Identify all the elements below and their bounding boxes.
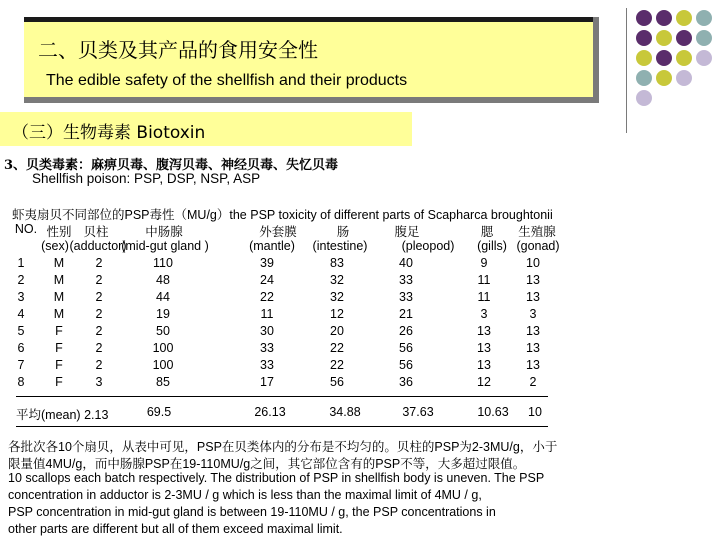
table-cell: 100	[152, 358, 174, 372]
table-cell: 56	[399, 358, 413, 372]
table-cell: 3	[480, 307, 488, 321]
table-cell: 2	[95, 341, 103, 355]
table-cell: 110	[153, 256, 173, 270]
slide-title-chinese: 二、贝类及其产品的食用安全性	[38, 38, 318, 62]
table-cell: 24	[260, 273, 274, 287]
table-cell: 11	[260, 307, 274, 321]
table-cell: F	[55, 358, 63, 372]
table-cell: 2	[529, 375, 537, 389]
description-line: PSP concentration in mid-gut gland is between 19-110MU / g, the PSP concentrations in	[8, 505, 496, 519]
decor-dot	[656, 70, 672, 86]
table-cell: 13	[526, 358, 540, 372]
table-cell: 3	[529, 307, 537, 321]
decor-dot	[676, 30, 692, 46]
table-cell: 13	[526, 341, 540, 355]
table-cell: F	[55, 341, 63, 355]
decor-dot	[696, 90, 712, 106]
table-cell: M	[53, 256, 65, 270]
header-zh-cell: NO.	[14, 222, 38, 236]
header-en-cell: (gonad)	[516, 239, 560, 253]
slide-title-english: The edible safety of the shellfish and their products	[46, 72, 408, 89]
table-cell: 13	[477, 324, 491, 338]
decor-dot	[656, 10, 672, 26]
decor-dot	[696, 10, 712, 26]
mean-label: 平均(mean) 2.13	[16, 408, 109, 422]
description-line: 限量值4MU/g，而中肠腺PSP在19-110MU/g之间，其它部位含有的PSP不等，大多超过限值。	[8, 457, 526, 471]
table-cell: 30	[260, 324, 274, 338]
table-cell: 22	[260, 290, 274, 304]
table-cell: 56	[399, 341, 413, 355]
table-cell: 11	[477, 273, 491, 287]
table-cell: 1	[17, 256, 25, 270]
decor-dot	[636, 70, 652, 86]
header-zh-cell: 生殖腺	[518, 225, 556, 239]
header-zh-cell: 外套膜	[259, 225, 297, 239]
table-cell: 48	[156, 273, 170, 287]
table-cell: 2	[95, 256, 103, 270]
table-cell: 33	[260, 341, 274, 355]
decor-dot	[656, 30, 672, 46]
decor-dot	[676, 10, 692, 26]
decor-dot	[636, 30, 652, 46]
header-en-cell: (adductor)	[69, 239, 127, 253]
header-en-cell: (intestine)	[312, 239, 368, 253]
table-cell: 13	[477, 358, 491, 372]
table-cell: 33	[260, 358, 274, 372]
table-cell: M	[53, 290, 65, 304]
decor-dot	[636, 10, 652, 26]
table-title: 虾夷扇贝不同部位的PSP毒性（MU/g）the PSP toxicity of different parts of Scapharca broughtonii	[12, 208, 553, 222]
table-cell: 50	[156, 324, 170, 338]
table-cell: 36	[399, 375, 413, 389]
table-cell: 33	[399, 290, 413, 304]
table-cell: 19	[156, 307, 170, 321]
description-line: 各批次各10个扇贝，从表中可见，PSP在贝类体内的分布是不均匀的。贝柱的PSP为2-3MU/g，小于	[8, 440, 558, 454]
table-cell: 13	[477, 341, 491, 355]
header-en-cell: (gills)	[477, 239, 507, 253]
mean-cell: 34.88	[329, 405, 361, 419]
decor-dot	[676, 50, 692, 66]
decor-dot	[696, 30, 712, 46]
table-cell: 17	[260, 375, 274, 389]
table-cell: 2	[95, 324, 103, 338]
table-cell: 9	[480, 256, 488, 270]
decor-dot	[696, 70, 712, 86]
table-cell: 2	[17, 273, 25, 287]
table-cell: 33	[399, 273, 413, 287]
table-cell: 3	[17, 290, 25, 304]
decor-dot	[676, 90, 692, 106]
table-cell: 13	[526, 273, 540, 287]
decor-dot	[656, 90, 672, 106]
section-title: （三）生物毒素 Biotoxin	[12, 123, 206, 143]
table-cell: 13	[526, 290, 540, 304]
table-cell: 21	[399, 307, 413, 321]
decor-dot	[656, 50, 672, 66]
header-zh-cell: 贝柱	[83, 225, 109, 239]
table-cell: 32	[330, 290, 344, 304]
header-zh-cell: 中肠腺	[145, 225, 183, 239]
table-cell: 39	[260, 256, 274, 270]
table-cell: 6	[17, 341, 25, 355]
table-cell: 5	[17, 324, 25, 338]
mean-cell: 26.13	[254, 405, 286, 419]
mean-cell: 69.5	[146, 405, 172, 419]
header-zh-cell: 腹足	[394, 225, 420, 239]
table-cell: 26	[399, 324, 413, 338]
header-en-cell: (mantle)	[249, 239, 295, 253]
decor-dot	[696, 50, 712, 66]
table-cell: 20	[330, 324, 344, 338]
table-cell: 13	[526, 324, 540, 338]
description-line: concentration in adductor is 2-3MU / g which is less than the maximal limit of 4MU / g,	[8, 488, 482, 502]
mean-cell: 10	[528, 405, 542, 419]
table-cell: 22	[330, 341, 344, 355]
header-zh-cell: 肠	[336, 225, 350, 239]
table-cell: 83	[330, 256, 344, 270]
table-cell: 32	[330, 273, 344, 287]
table-cell: 40	[399, 256, 413, 270]
table-cell: 4	[17, 307, 25, 321]
header-en-cell: (sex)	[41, 239, 69, 253]
table-cell: 2	[95, 307, 103, 321]
mean-cell: 37.63	[402, 405, 434, 419]
table-cell: 12	[330, 307, 344, 321]
table-cell: 7	[17, 358, 25, 372]
table-divider-bottom	[16, 426, 548, 427]
decor-dot	[676, 70, 692, 86]
table-cell: 10	[526, 256, 540, 270]
header-en-cell: (pleopod)	[401, 239, 455, 253]
table-cell: M	[53, 273, 65, 287]
description-line: other parts are different but all of them exceed maximal limit.	[8, 522, 343, 536]
mean-cell: 10.63	[477, 405, 509, 419]
toxin-list-chinese: 3、贝类毒素：麻痹贝毒、腹泻贝毒、神经贝毒、失忆贝毒	[4, 158, 339, 173]
table-cell: F	[55, 375, 63, 389]
decor-vertical-line	[626, 8, 627, 133]
table-cell: 85	[156, 375, 170, 389]
table-cell: 2	[95, 358, 103, 372]
header-en-cell: (mid-gut gland )	[121, 239, 209, 253]
table-cell: 11	[477, 290, 491, 304]
table-cell: 22	[330, 358, 344, 372]
table-cell: 12	[477, 375, 491, 389]
table-cell: F	[55, 324, 63, 338]
decor-dot	[636, 50, 652, 66]
decor-dot-grid	[636, 10, 714, 108]
toxin-list-english: Shellfish poison: PSP, DSP, NSP, ASP	[32, 171, 261, 186]
table-cell: 2	[95, 273, 103, 287]
table-cell: 3	[95, 375, 103, 389]
decor-dot	[636, 90, 652, 106]
table-divider-top	[16, 396, 548, 397]
table-cell: 8	[17, 375, 25, 389]
table-cell: 56	[330, 375, 344, 389]
table-cell: M	[53, 307, 65, 321]
table-cell: 2	[95, 290, 103, 304]
header-zh-cell: 腮	[480, 225, 494, 239]
table-cell: 100	[152, 341, 174, 355]
description-line: 10 scallops each batch respectively. The distribution of PSP in shellfish body is uneven. The PSP	[8, 471, 545, 485]
header-zh-cell: 性别	[46, 225, 72, 239]
table-cell: 44	[156, 290, 170, 304]
